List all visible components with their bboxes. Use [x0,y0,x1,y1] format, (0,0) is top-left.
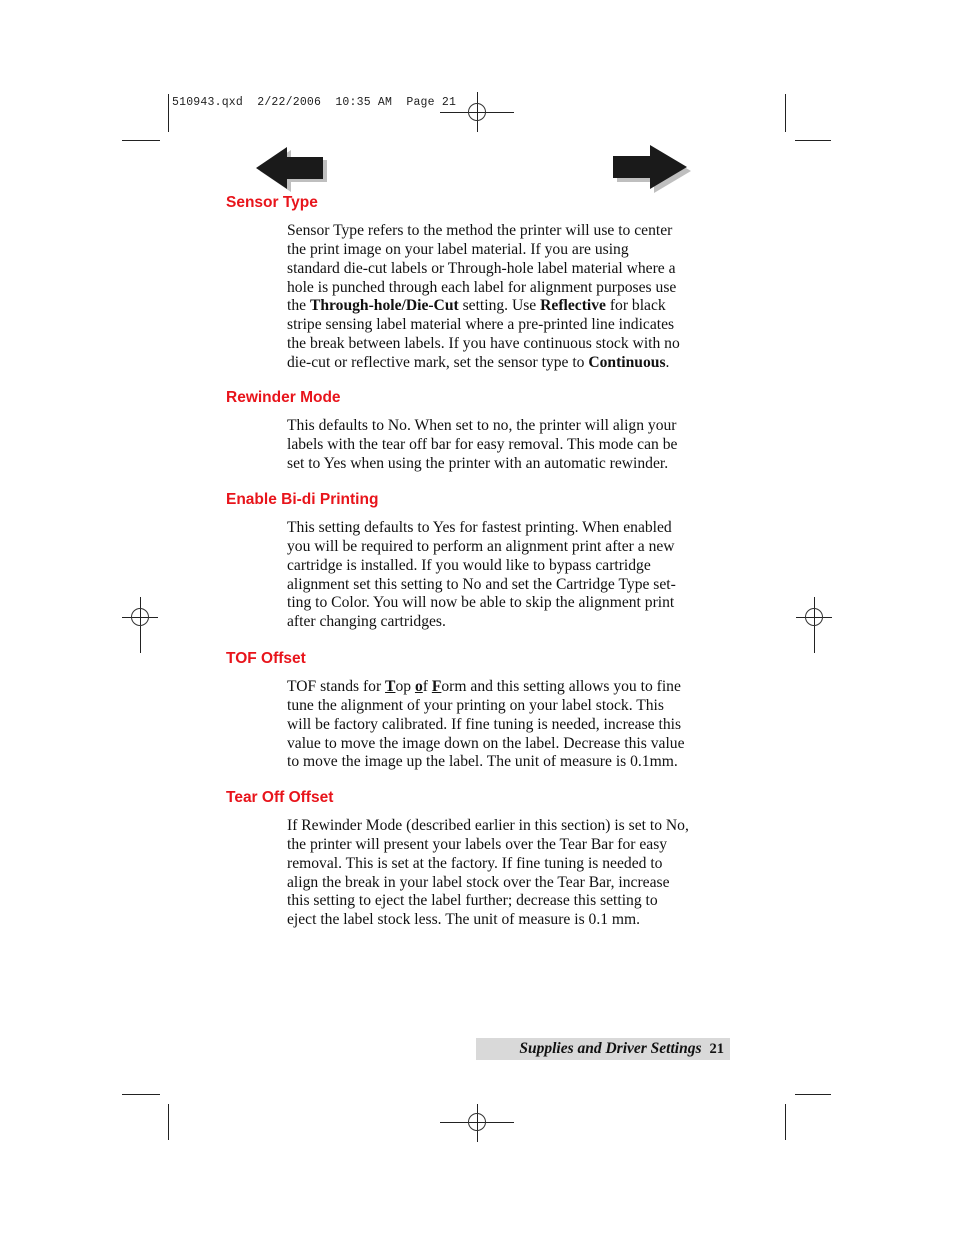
text-run: alignment set this setting to No and set the Cartridge Type set- [287,575,676,593]
text-run: the break between labels. If you have continuous stock with no [287,335,680,353]
text-run: labels with the tear off bar for easy removal. This mode can be [287,435,678,453]
text-run: op [395,678,415,695]
text-run: this setting to eject the label further; decrease this setting to [287,892,658,910]
section-heading: Tear Off Offset [226,789,334,806]
body-line [287,836,735,855]
text-run: die-cut or reflective mark, set the sensor type to [287,353,589,371]
text-run: If Rewinder Mode (described earlier in this section) is set to No, [287,817,689,834]
text-run: orm and this setting allows you to fine [441,678,681,695]
crop-mark [122,1094,160,1095]
text-run: the print image on your label material. If you are using [287,240,629,258]
bold-term: Continuous [588,353,666,371]
text-run: ting to Color. You will now be able to skip the alignment print [287,594,675,612]
body-line [287,241,735,260]
section-body [287,817,735,930]
back-arrow-icon[interactable] [254,146,328,192]
registration-mark-icon [131,608,149,626]
crop-mark [122,140,160,141]
crop-mark [168,94,169,132]
body-line [287,613,735,632]
body-line [287,594,735,613]
section-heading: Rewinder Mode [226,389,341,406]
body-line [287,892,735,911]
text-run: This setting defaults to Yes for fastest printing. When enabled [287,519,672,536]
text-run: stripe sensing label material where a pre-printed line indicates [287,316,675,334]
text-run: for black [605,297,666,315]
text-run: hole is punched through each label for alignment purposes use [287,278,677,296]
registration-mark-icon [468,1113,486,1131]
body-line [287,716,735,735]
forward-arrow-icon[interactable] [610,145,692,193]
body-line [287,753,735,772]
body-line [287,297,735,316]
body-line [287,576,735,595]
body-line [287,874,735,893]
bold-term: T [385,678,396,695]
body-line [287,697,735,716]
page-number: 21 [709,1040,724,1057]
body-line [287,678,735,697]
text-run: will be factory calibrated. If fine tuning is needed, increase this [287,715,682,733]
text-run: setting. Use [458,297,541,315]
footer-title: Supplies and Driver Settings [519,1040,702,1057]
text-run: tune the alignment of your printing on your label stock. This [287,696,664,714]
bold-term: o [414,678,423,695]
section-body [287,222,735,373]
text-run: to move the image up the label. The unit of measure is 0.1mm. [287,753,678,771]
text-run: standard die-cut labels or Through-hole label material where a [287,259,676,277]
text-run: eject the label stock less. The unit of measure is 0.1 mm. [287,911,641,929]
file-slug: 510943.qxd 2/22/2006 10:35 AM Page 21 [172,96,457,109]
bold-term: Through-hole/Die-Cut [309,297,459,315]
text-run: the printer will present your labels over the Tear Bar for easy [287,835,668,853]
body-line [287,222,735,241]
crop-mark [168,1104,169,1140]
text-run: cartridge is installed. If you would like to bypass cartridge [287,556,651,574]
section-body [287,519,735,632]
body-line [287,519,735,538]
body-line [287,260,735,279]
text-run: f [422,678,432,695]
text-run: Sensor Type refers to the method the printer will use to center [287,222,673,239]
section-heading: TOF Offset [226,650,306,667]
section-body [287,417,735,474]
section-heading: Enable Bi-di Printing [226,491,379,508]
text-run: value to move the image down on the label. Decrease this value [287,734,685,752]
body-line [287,735,735,754]
bold-term: Reflective [540,297,606,315]
crop-mark [785,1104,786,1140]
text-run: set to Yes when using the printer with an automatic rewinder. [287,454,669,472]
text-run: align the break in your label stock over the Tear Bar, increase [287,873,670,891]
bold-term: F [431,678,442,695]
text-run: removal. This is set at the factory. If fine tuning is needed to [287,854,663,872]
text-run: TOF stands for [287,678,386,695]
section-heading: Sensor Type [226,194,318,211]
text-run: the [287,297,310,315]
registration-mark-icon [805,608,823,626]
section-body [287,678,735,772]
body-line [287,557,735,576]
body-line [287,279,735,298]
body-line [287,455,735,474]
crop-mark [795,140,831,141]
body-line [287,335,735,354]
registration-mark-icon [468,103,486,121]
text-run: you will be required to perform an alignment print after a new [287,537,675,555]
crop-mark [795,1094,831,1095]
text-run: . [665,353,670,371]
body-line [287,538,735,557]
body-line [287,436,735,455]
text-run: This defaults to No. When set to no, the printer will align your [287,417,677,434]
body-line [287,817,735,836]
body-line [287,911,735,930]
body-line [287,316,735,335]
page-footer [476,1038,730,1060]
text-run: after changing cartridges. [287,613,446,631]
crop-mark [785,94,786,132]
body-line [287,855,735,874]
body-line [287,354,735,373]
body-line [287,417,735,436]
